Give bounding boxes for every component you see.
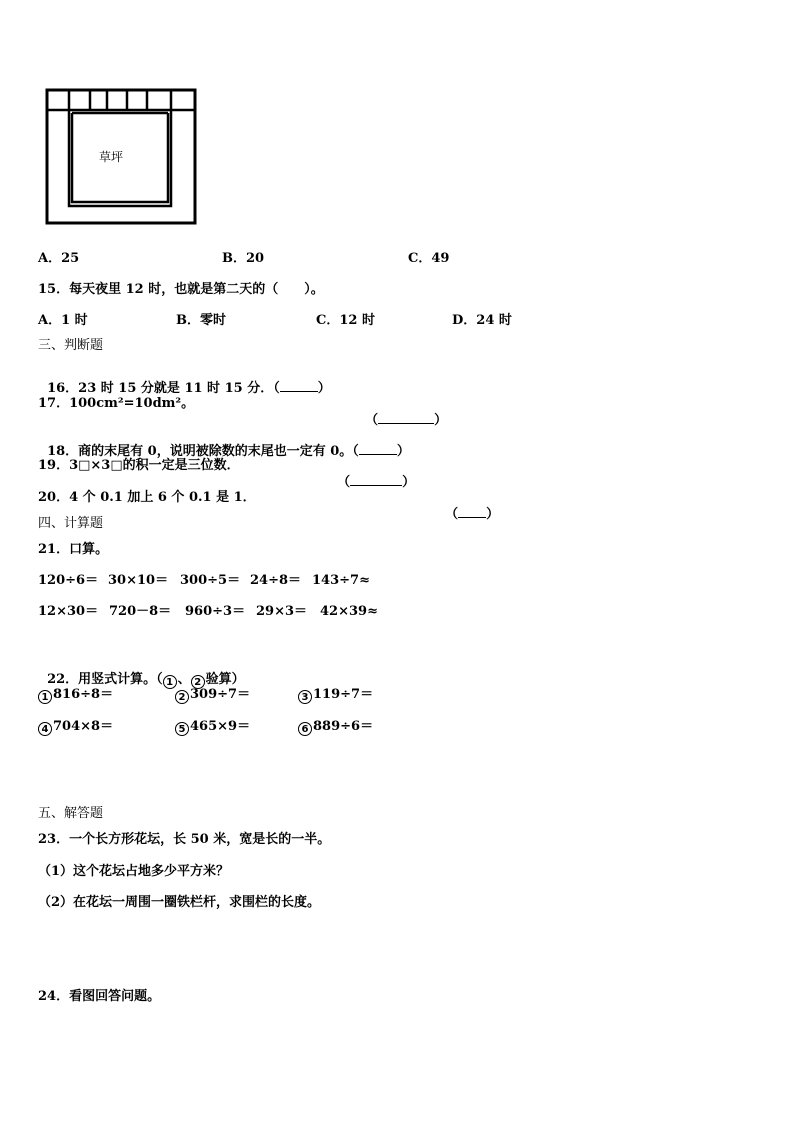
lawn-figure [45, 88, 197, 225]
q16 [38, 364, 331, 397]
q16-paren-open: （ [273, 381, 280, 396]
q22-item-6 [298, 719, 373, 736]
q14-option-b[interactable]: B．20 [222, 251, 265, 266]
q23-stem: 23．一个长方形花坛，长 50 米，宽是长的一半。 [38, 832, 331, 847]
q22-item-3 [298, 687, 373, 704]
q22-stem-pre: 22．用竖式计算。（ [47, 672, 163, 687]
q23-sub2: （2）在花坛一周围一圈铁栏杆，求围栏的长度。 [38, 895, 321, 910]
q17-answer [356, 396, 447, 429]
q22-expr: 704×8＝ [53, 719, 114, 734]
q22-stem-mid: 、 [177, 672, 191, 687]
q18-answer-blank[interactable] [359, 443, 397, 455]
q22-expr: 309÷7＝ [190, 687, 251, 702]
q20-paren-close: ） [486, 507, 500, 522]
q20-paren-open: （ [445, 507, 459, 522]
circled-number: 5 [175, 722, 189, 736]
q17-answer-blank[interactable] [378, 412, 434, 424]
q22-stem-post: 验算） [205, 672, 245, 687]
q22-stem [38, 656, 245, 689]
lawn-label: 草坪 [99, 150, 124, 164]
q24-stem: 24．看图回答问题。 [38, 989, 161, 1004]
q15-stem: 15．每天夜里 12 时，也就是第二天的（ ）。 [38, 282, 324, 297]
q22-expr: 119÷7＝ [313, 687, 374, 702]
q18-text: 18．商的末尾有 0，说明被除数的末尾也一定有 0。 [47, 444, 353, 459]
q19-answer [328, 458, 415, 491]
q14-option-a[interactable]: A．25 [38, 251, 80, 266]
q18-paren-close: ） [396, 444, 410, 459]
q17-paren-open: （ [365, 413, 379, 428]
section-3-heading: 三、判断题 [38, 338, 104, 353]
q21-row2-item: 720－8＝ [109, 604, 172, 619]
q15-option-b[interactable]: B．零时 [176, 313, 226, 328]
circled-number: 4 [38, 722, 52, 736]
circled-number: 1 [163, 675, 177, 689]
circled-number: 2 [191, 675, 205, 689]
q21-row2-item: 12×30＝ [38, 604, 99, 619]
q23-sub1: （1）这个花坛占地多少平方米？ [38, 864, 230, 879]
q20-text: 20．4 个 0.1 加上 6 个 0.1 是 1． [38, 490, 256, 505]
q18-paren-open: （ [352, 444, 359, 459]
q21-row2-item: 42×39≈ [320, 604, 378, 619]
q17-text: 17．100cm²=10dm²。 [38, 396, 195, 411]
q22-expr: 465×9＝ [190, 719, 251, 734]
circled-number: 6 [298, 722, 312, 736]
q22-item-5 [175, 719, 250, 736]
section-5-heading: 五、解答题 [38, 806, 104, 821]
q21-row1-item: 24÷8＝ [250, 573, 302, 588]
q19-answer-blank[interactable] [350, 474, 402, 486]
q16-paren-close: ） [317, 381, 331, 396]
circled-number: 3 [298, 690, 312, 704]
q21-row2-item: 960÷3＝ [185, 604, 246, 619]
q16-text: 16．23 时 15 分就是 11 时 15 分． [47, 381, 274, 396]
q22-item-2 [175, 687, 250, 704]
circled-number: 2 [175, 690, 189, 704]
q22-item-4 [38, 719, 113, 736]
q19-paren-open: （ [337, 475, 351, 490]
q21-row1-item: 300÷5＝ [180, 573, 241, 588]
q21-stem: 21．口算。 [38, 542, 109, 557]
section-4-heading: 四、计算题 [38, 516, 104, 531]
q21-row1-item: 120÷6＝ [38, 573, 99, 588]
q19-text: 19．3□×3□的积一定是三位数． [38, 458, 240, 473]
q21-row2-item: 29×3＝ [256, 604, 308, 619]
q21-row1-item: 30×10＝ [108, 573, 169, 588]
q15-option-c[interactable]: C．12 时 [316, 313, 375, 328]
q15-option-d[interactable]: D．24 时 [452, 313, 512, 328]
q22-item-1 [38, 687, 113, 704]
q15-option-a[interactable]: A．1 时 [38, 313, 88, 328]
circled-number: 1 [38, 690, 52, 704]
q22-expr: 889÷6＝ [313, 719, 374, 734]
q16-answer-blank[interactable] [280, 380, 318, 392]
q20-answer [436, 490, 499, 523]
q21-row1-item: 143÷7≈ [312, 573, 370, 588]
q20-answer-blank[interactable] [458, 506, 486, 518]
q19-paren-close: ） [402, 475, 416, 490]
q17-paren-close: ） [434, 413, 448, 428]
q18 [38, 427, 410, 460]
q22-expr: 816÷8＝ [53, 687, 114, 702]
q14-option-c[interactable]: C．49 [408, 251, 450, 266]
